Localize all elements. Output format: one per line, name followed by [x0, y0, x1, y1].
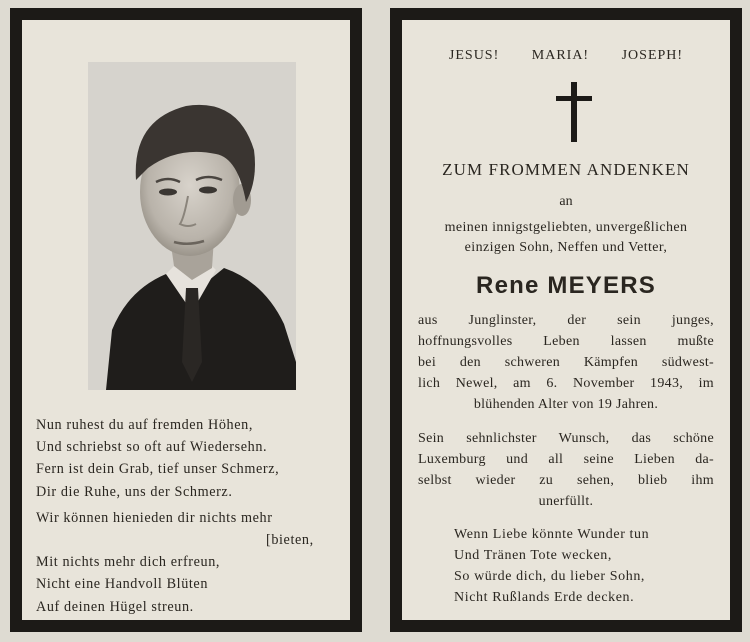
portrait-photo — [88, 62, 296, 390]
holy-names — [402, 48, 730, 64]
relation-line: meinen innigstgeliebten, unvergeßlichen — [444, 220, 688, 235]
left-card — [10, 8, 362, 632]
poem-line: Und schriebst so oft auf Wiedersehn. — [36, 439, 268, 456]
right-card — [390, 8, 742, 632]
portrait-illustration — [88, 62, 296, 390]
holy-name: MARIA! — [531, 48, 590, 63]
wish-line: selbst wieder zu sehen, blieb ihm — [418, 473, 714, 488]
bio-line: blühenden Alter von 19 Jahren. — [473, 397, 659, 412]
wish-line: unerfüllt. — [538, 494, 594, 509]
holy-name: JESUS! — [448, 48, 500, 63]
bio-line: lich Newel, am 6. November 1943, im — [418, 376, 714, 391]
wish-line: Luxemburg und all seine Lieben da- — [418, 452, 714, 467]
right-card-inner — [402, 20, 730, 620]
memorial-heading: ZUM FROMMEN ANDENKEN — [442, 160, 690, 179]
verse-line: Und Tränen Tote wecken, — [454, 548, 612, 563]
poem-line: Auf deinen Hügel streun. — [36, 598, 194, 615]
holy-name: JOSEPH! — [621, 48, 684, 63]
relation-line: einzigen Sohn, Neffen und Vetter, — [464, 240, 668, 255]
verse-line: Nicht Rußlands Erde decken. — [454, 590, 635, 605]
poem-line: Fern ist dein Grab, tief unser Schmerz, — [36, 461, 280, 478]
poem-line: Mit nichts mehr dich erfreun, — [36, 554, 221, 571]
poem-line: Nicht eine Handvoll Blüten — [36, 576, 209, 593]
bio-line: aus Junglinster, der sein junges, — [418, 313, 714, 328]
bio-line: hoffnungsvolles Leben lassen mußte — [418, 334, 714, 349]
cross-icon — [554, 82, 594, 142]
verse-line: So würde dich, du lieber Sohn, — [454, 569, 646, 584]
poem-line: Dir die Ruhe, uns der Schmerz. — [36, 483, 233, 500]
wish-text — [418, 428, 714, 512]
wish-line: Sein sehnlichster Wunsch, das schöne — [418, 431, 714, 446]
memorial-poem — [36, 414, 336, 618]
poem-line: Wir können hienieden dir nichts mehr — [36, 509, 273, 526]
verse-line: Wenn Liebe könnte Wunder tun — [454, 527, 650, 542]
closing-verse — [454, 524, 714, 608]
poem-line: [bieten, — [266, 532, 314, 549]
bio-line: bei den schweren Kämpfen südwest- — [418, 355, 714, 370]
biography-text — [418, 310, 714, 415]
dedication-an: an — [559, 194, 573, 209]
deceased-name: Rene MEYERS — [476, 272, 656, 299]
left-card-inner — [22, 20, 350, 620]
poem-line: Nun ruhest du auf fremden Höhen, — [36, 417, 253, 433]
